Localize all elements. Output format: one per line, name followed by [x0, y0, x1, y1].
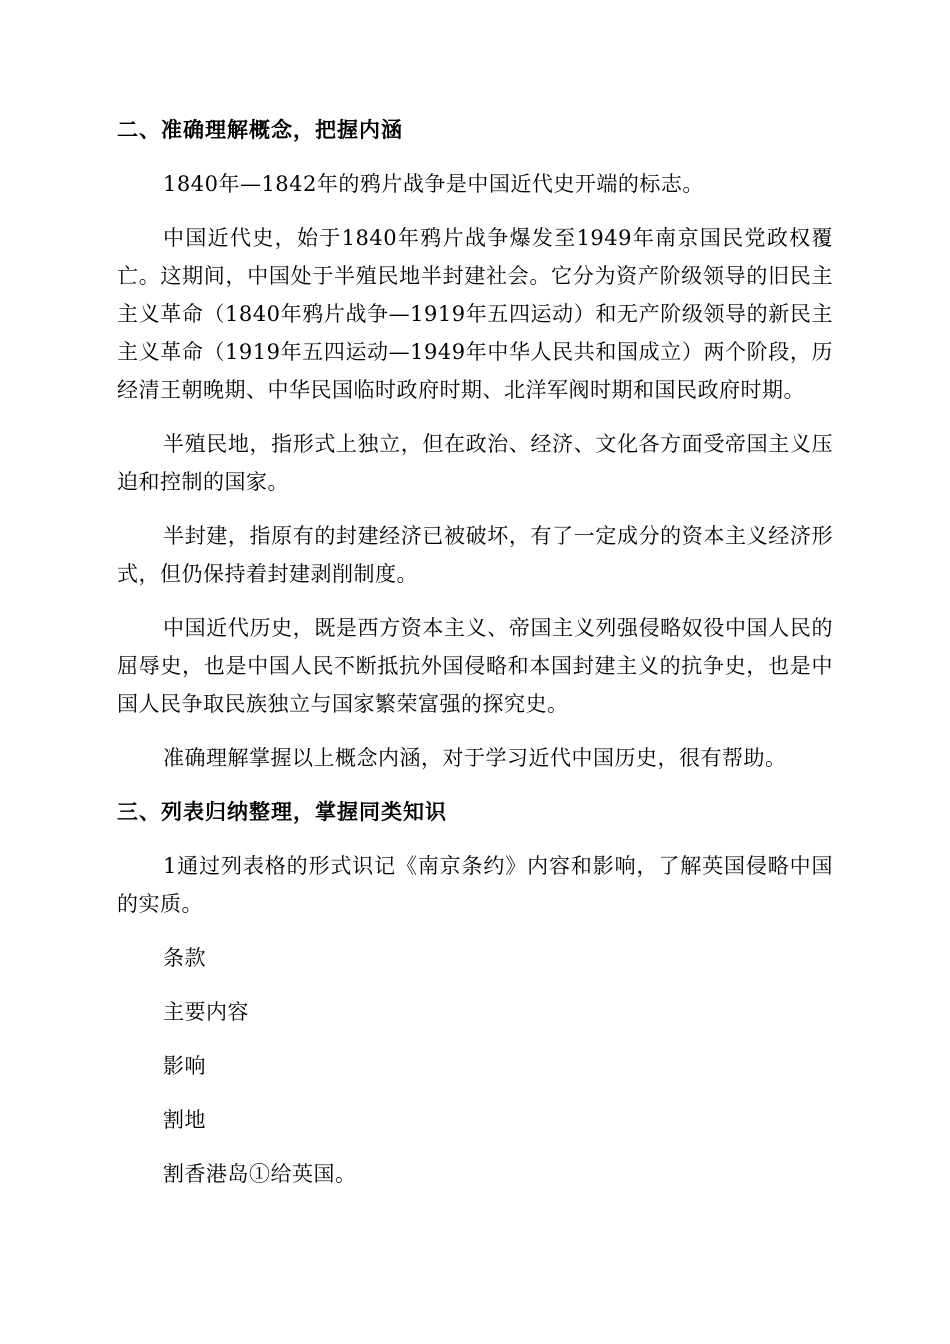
paragraph-summary: 准确理解掌握以上概念内涵，对于学习近代中国历史，很有帮助。	[163, 746, 787, 770]
paragraph-semi-colony: 半殖民地，指形式上独立，但在政治、经济、文化各方面受帝国主义压迫和控制的国家。	[117, 432, 833, 494]
paragraph-table-intro: 1通过列表格的形式识记《南京条约》内容和影响，了解英国侵略中国的实质。	[117, 854, 833, 916]
table-cell-impact: 影响	[163, 1054, 206, 1078]
paragraph-modern-history-nature: 中国近代历史，既是西方资本主义、帝国主义列强侵略奴役中国人民的屈辱史，也是中国人民不断抵抗外国侵略和本国封建主义的抗争史，也是中国人民争取民族独立与国家繁荣富强的探究史。	[117, 616, 833, 716]
document-body	[117, 111, 833, 1209]
table-cell-cede-land: 割地	[163, 1108, 206, 1132]
table-cell-main-content: 主要内容	[163, 1000, 249, 1024]
section-heading-2: 二、准确理解概念，把握内涵	[117, 118, 403, 142]
table-cell-clause: 条款	[163, 946, 206, 970]
paragraph-opium-war: 1840年—1842年的鸦片战争是中国近代史开端的标志。	[163, 172, 704, 196]
section-heading-3: 三、列表归纳整理，掌握同类知识	[117, 800, 447, 824]
paragraph-semi-feudal: 半封建，指原有的封建经济已被破坏，有了一定成分的资本主义经济形式，但仍保持着封建剥削制度。	[117, 524, 833, 586]
table-cell-hong-kong: 割香港岛①给英国。	[163, 1162, 357, 1186]
paragraph-modern-history: 中国近代史，始于1840年鸦片战争爆发至1949年南京国民党政权覆亡。这期间，中国处于半殖民地半封建社会。它分为资产阶级领导的旧民主主义革命（1840年鸦片战争—1919年五四运动）和无产阶级领导的新民主主义革命（1919年五四运动—1949年中华人民共和国成立）两个阶段，历经清王朝晚期、中华民国临时政府时期、北洋军阀时期和国民政府时期。	[117, 226, 833, 402]
